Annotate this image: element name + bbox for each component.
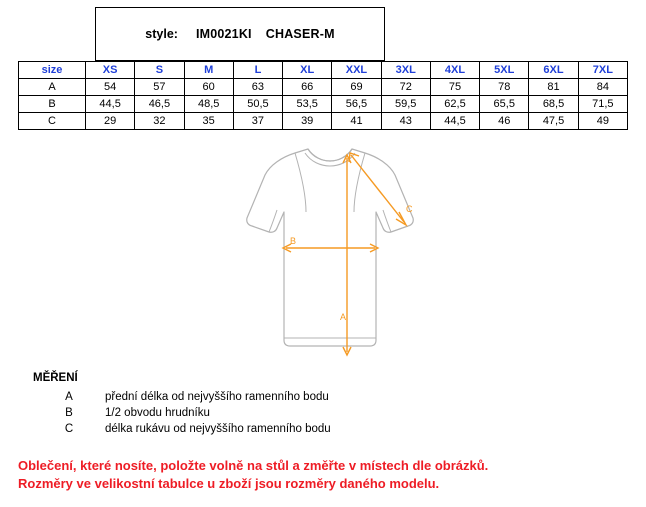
cell-c-1: 32 [135, 113, 184, 130]
size-table-head [19, 62, 628, 79]
size-header-6: 3XL [381, 62, 430, 79]
cell-c-10: 49 [578, 113, 627, 130]
measuring-notice [18, 457, 638, 493]
size-header-0: XS [86, 62, 135, 79]
cell-a-2: 60 [184, 79, 233, 96]
size-header-2: M [184, 62, 233, 79]
size-table-header-row [19, 62, 628, 79]
cell-c-4: 39 [283, 113, 332, 130]
legend-text-c: délka rukávu od nejvyššího ramenního bodu [105, 423, 331, 435]
cell-b-0: 44,5 [86, 96, 135, 113]
size-table-corner-label: size [19, 62, 86, 79]
legend-text-b: 1/2 obvodu hrudníku [105, 407, 210, 419]
legend-item-b [33, 407, 613, 419]
cell-a-0: 54 [86, 79, 135, 96]
size-table [18, 61, 628, 130]
legend-title: MĚŘENÍ [33, 372, 78, 384]
size-header-4: XL [283, 62, 332, 79]
cell-c-7: 44,5 [430, 113, 479, 130]
cell-b-3: 50,5 [233, 96, 282, 113]
cell-b-6: 59,5 [381, 96, 430, 113]
cell-c-9: 47,5 [529, 113, 578, 130]
cell-c-5: 41 [332, 113, 381, 130]
size-header-5: XXL [332, 62, 381, 79]
garment-diagram [170, 140, 470, 375]
table-row [19, 96, 628, 113]
cell-c-2: 35 [184, 113, 233, 130]
measure-label-a: A [340, 312, 347, 322]
measuring-legend [33, 372, 613, 439]
cell-b-1: 46,5 [135, 96, 184, 113]
legend-text-a: přední délka od nejvyššího ramenního bodu [105, 391, 329, 403]
cell-a-3: 63 [233, 79, 282, 96]
measure-label-c: C [406, 204, 413, 214]
cell-b-7: 62,5 [430, 96, 479, 113]
table-row [19, 79, 628, 96]
cell-b-5: 56,5 [332, 96, 381, 113]
legend-key-a: A [65, 391, 73, 403]
size-header-3: L [233, 62, 282, 79]
legend-item-a [33, 391, 613, 403]
style-name: CHASER-M [265, 27, 335, 41]
style-label: style: [145, 27, 178, 41]
cell-a-6: 72 [381, 79, 430, 96]
size-header-9: 6XL [529, 62, 578, 79]
cell-a-10: 84 [578, 79, 627, 96]
cell-b-8: 65,5 [480, 96, 529, 113]
cell-b-2: 48,5 [184, 96, 233, 113]
size-header-1: S [135, 62, 184, 79]
cell-a-7: 75 [430, 79, 479, 96]
cell-a-1: 57 [135, 79, 184, 96]
cell-a-4: 66 [283, 79, 332, 96]
row-label-b: B [19, 96, 86, 113]
cell-a-5: 69 [332, 79, 381, 96]
size-header-7: 4XL [430, 62, 479, 79]
cell-c-3: 37 [233, 113, 282, 130]
cell-b-9: 68,5 [529, 96, 578, 113]
cell-c-0: 29 [86, 113, 135, 130]
style-code: IM0021KI [195, 27, 252, 41]
row-label-a: A [19, 79, 86, 96]
size-header-8: 5XL [480, 62, 529, 79]
cell-b-10: 71,5 [578, 96, 627, 113]
cell-a-8: 78 [480, 79, 529, 96]
cell-b-4: 53,5 [283, 96, 332, 113]
row-label-c: C [19, 113, 86, 130]
table-row [19, 113, 628, 130]
size-table-body [19, 79, 628, 130]
style-code-name [196, 27, 335, 41]
cell-c-6: 43 [381, 113, 430, 130]
size-header-10: 7XL [578, 62, 627, 79]
legend-key-c: C [64, 423, 74, 435]
style-header-box [95, 7, 385, 61]
notice-line-1: Oblečení, které nosíte, položte volně na stůl a změřte v místech dle obrázků. [18, 458, 489, 473]
measure-label-b: B [290, 236, 297, 246]
legend-item-c [33, 423, 613, 435]
style-header-inner [145, 27, 334, 41]
cell-a-9: 81 [529, 79, 578, 96]
legend-key-b: B [65, 407, 73, 419]
notice-line-2: Rozměry ve velikostní tabulce u zboží jsou rozměry daného modelu. [18, 476, 440, 491]
cell-c-8: 46 [480, 113, 529, 130]
